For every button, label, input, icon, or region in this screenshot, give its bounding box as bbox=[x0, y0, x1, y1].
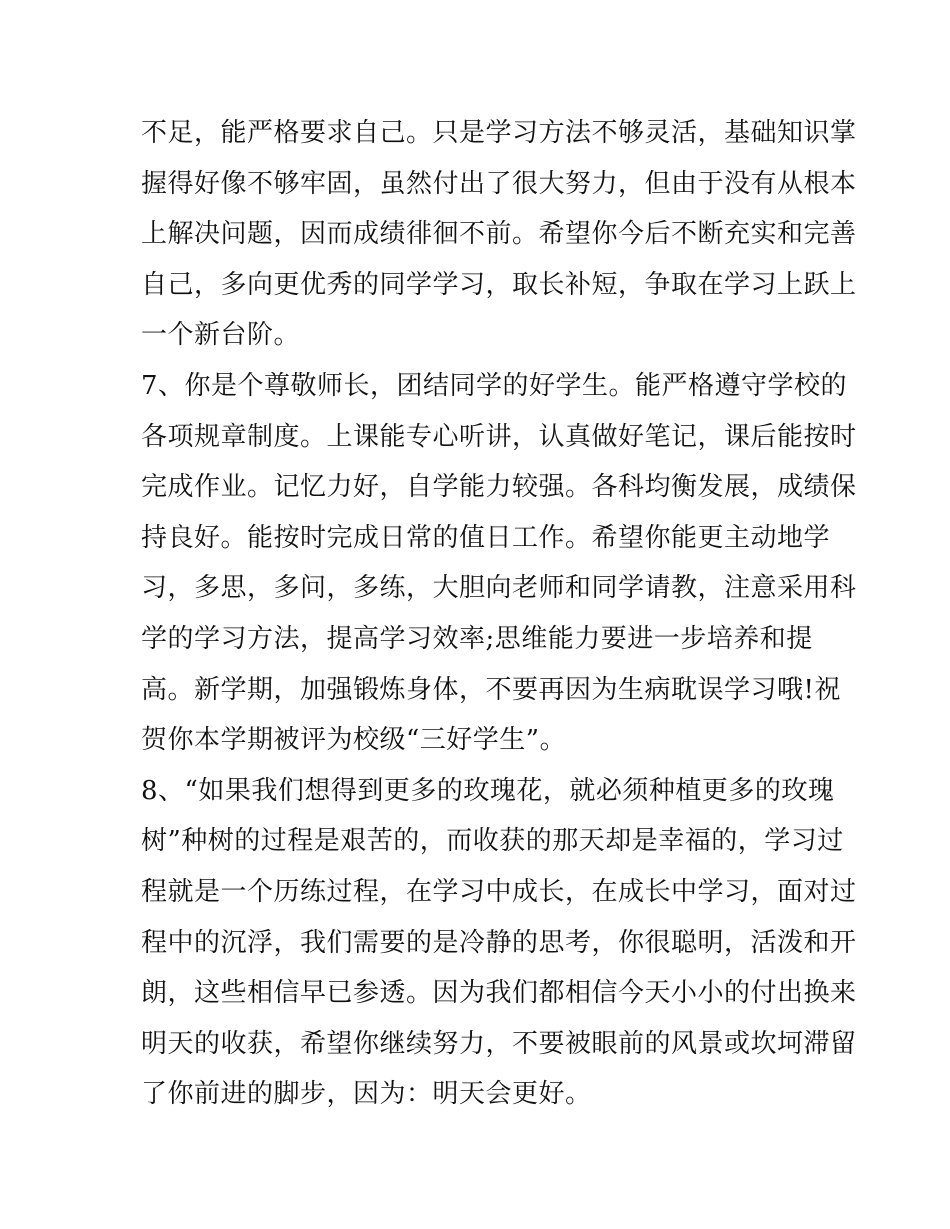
text-line: 完成作业。记忆力好，自学能力较强。各科均衡发展，成绩保 bbox=[141, 472, 857, 503]
text-line: 习，多思，多问，多练，大胆向老师和同学请教，注意采用科 bbox=[141, 573, 857, 604]
text-line: 各项规章制度。上课能专心听讲，认真做好笔记，课后能按时 bbox=[141, 421, 857, 452]
text-line: 高。新学期，加强锻炼身体，不要再因为生病耽误学习哦!祝 bbox=[141, 674, 841, 705]
text-line: 一个新台阶。 bbox=[141, 320, 301, 351]
text-line: 明天的收获，希望你继续努力，不要被眼前的风景或坎坷滞留 bbox=[141, 1028, 857, 1059]
text-line: 树”种树的过程是艰苦的，而收获的那天却是幸福的，学习过 bbox=[141, 826, 844, 857]
text-line: 不足，能严格要求自己。只是学习方法不够灵活，基础知识掌 bbox=[141, 118, 857, 148]
text-line: 程就是一个历练过程，在学习中成长，在成长中学习，面对过 bbox=[141, 876, 857, 907]
text-line: 自己，多向更优秀的同学学习，取长补短，争取在学习上跃上 bbox=[141, 269, 857, 300]
text-line: 7、你是个尊敬师长，团结同学的好学生。能严格遵守学校的 bbox=[141, 370, 848, 401]
text-line: 学的学习方法，提高学习效率;思维能力要进一步培养和提 bbox=[141, 623, 813, 654]
text-line: 握得好像不够牢固，虽然付出了很大努力，但由于没有从根本 bbox=[141, 168, 857, 199]
text-line: 了你前进的脚步，因为：明天会更好。 bbox=[141, 1079, 592, 1110]
document-body bbox=[141, 108, 857, 1120]
text-line: 持良好。能按时完成日常的值日工作。希望你能更主动地学 bbox=[141, 522, 831, 553]
text-line: 8、“如果我们想得到更多的玫瑰花，就必须种植更多的玫瑰 bbox=[141, 775, 835, 806]
text-line: 上解决问题，因而成绩徘徊不前。希望你今后不断充实和完善 bbox=[141, 219, 857, 250]
text-line: 朗，这些相信早已参透。因为我们都相信今天小小的付出换来 bbox=[141, 978, 857, 1009]
text-line: 贺你本学期被评为校级“三好学生”。 bbox=[141, 725, 567, 756]
text-line: 程中的沉浮，我们需要的是冷静的思考，你很聪明，活泼和开 bbox=[141, 927, 857, 958]
